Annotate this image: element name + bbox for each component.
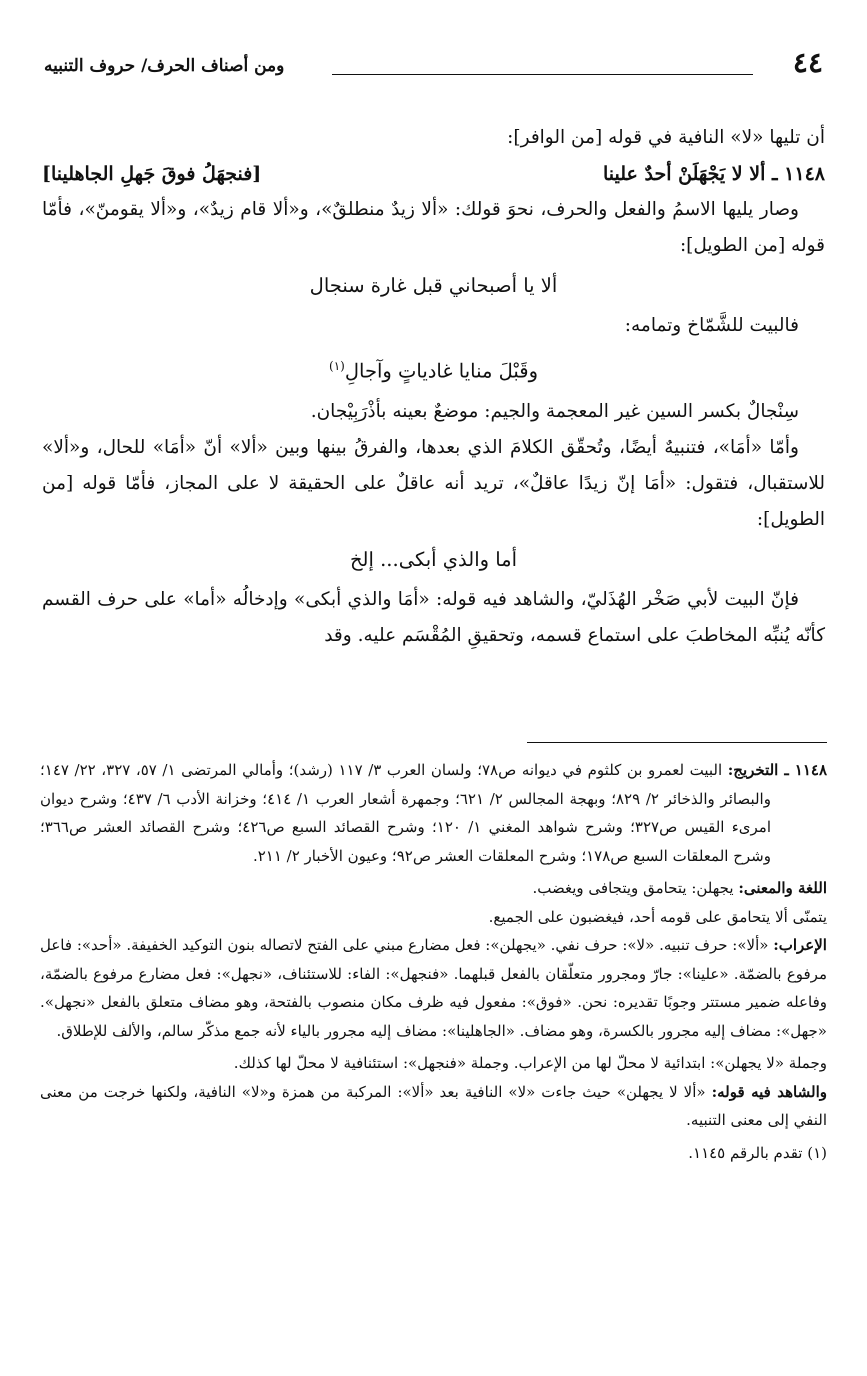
verse-a: ألا يا أصبحاني قبل غارة سنجال	[309, 274, 558, 297]
verse-1148-first-hemistich: ١١٤٨ ـ ألا لا يَجْهَلَنْ أحدٌ علينا	[603, 163, 825, 185]
verse-1148-second-hemistich: [فنجهَلُ فوقَ جَهلِ الجاهلينا]	[42, 163, 262, 185]
note-shahid: والشاهد فيه قوله: «ألا لا يجهلن» حيث جاءت «لا» النافية بعد «ألا»: المركبة من همزة و«لا» النافية، ولكنها خرجت من معنى النفي إلى معنى التنبيه.	[40, 1082, 827, 1129]
running-title: ومن أصناف الحرف/ حروف التنبيه	[44, 56, 285, 76]
page-header	[40, 40, 827, 80]
verse-1148	[42, 156, 825, 192]
note-jumla: وجملة «لا يجهلن»: ابتدائية لا محلّ لها من الإعراب. وجملة «فنجهل»: استئنافية لا محلّ لها كذلك.	[233, 1054, 827, 1072]
note-takhrij: ١١٤٨ ـ التخريج: البيت لعمرو بن كلثوم في ديوانه ص٧٨؛ ولسان العرب ٣/ ١١٧ (رشد)؛ وأمالي المرتضى ١/ ٥٧، ٣٢٧، ٢٢/ ١٤٧؛ والبصائر والذخائر ٢/ ٨٢٩؛ وبهجة المجالس ٢/ ٦٢١؛ وجمهرة أشعار العرب ١/ ٤١٤؛ وخزانة الأدب ٦/ ٤٣٧؛ وشرح ديوان امرىء القيس ص٣٢٧؛ وشرح شواهد المغني ١/ ١٢٠؛ وشرح القصائد السبع ص٤٢٦؛ وشرح القصائد العشر ص٣٦٦؛ وشرح المعلقات السبع ص١٧٨؛ وشرح المعلقات العشر ص٩٢؛ وعيون الأخبار ٢/ ٢١١.	[40, 761, 828, 865]
paragraph-4: سِنْجالٌ بكسر السين غير المعجمة والجيم: موضعٌ بعينه بأذْرَبِيْجان.	[310, 400, 799, 422]
verse-b: وقَبْلَ منايا غادياتٍ وآجالِ$^{(١)}$	[329, 359, 538, 383]
main-text	[42, 120, 825, 654]
header-rule	[332, 74, 753, 75]
verse-number: ١١٤٨ ـ	[771, 163, 825, 185]
verse-c: أما والذي أبكى... إلخ	[349, 547, 518, 571]
note-maana: يتمنّى ألا يتحامق على قومه أحد، فيغضبون على الجميع.	[488, 907, 827, 926]
footnote-marker: (١)	[329, 359, 345, 373]
note-lugha: اللغة والمعنى: يجهلن: يتحامق ويتجافى ويغضب.	[532, 879, 827, 897]
page-number: ٤٤	[792, 46, 823, 79]
note-irab: الإعراب: «ألا»: حرف تنبيه. «لا»: حرف نفي. «يجهلن»: فعل مضارع مبني على الفتح لاتصاله بنون التوكيد الخفيفة. «أحد»: فاعل مرفوع بالضمّة. «علينا»: جارّ ومجرور متعلّقان بالفعل قبلهما. «فنجهل»: الفاء: للاستئناف، «نجهل»: فعل مضارع مرفوع بالضمّة، وفاعله ضمير مستتر وجوبًا تقديره: نحن. «فوق»: مفعول فيه ظرف مكان منصوب بالفتحة، وهو مضاف متعلق بالفعل «نجهل». «جهل»: مضاف إليه مجرور بالكسرة، وهو مضاف. «الجاهلينا»: مضاف إليه مجرور بالياء لأنه جمع مذكّر سالم، والألف للإطلاق.	[40, 936, 827, 1040]
book-page	[40, 40, 827, 1356]
footnotes	[40, 756, 827, 1167]
paragraph-3: فالبيت للشَّمّاخ وتمامه:	[624, 315, 799, 336]
paragraph-2: وصار يليها الاسمُ والفعل والحرف، نحوَ قولك: «ألا زيدٌ منطلقٌ»، و«ألا قام زيدٌ»، و«ألا يقومنّ»، فأمّا قوله [من الطويل]:	[42, 199, 825, 256]
footnote-1: (١) تقدم بالرقم ١١٤٥.	[688, 1143, 827, 1162]
paragraph-6: فإنّ البيت لأبي صَخْر الهُذَليّ، والشاهد فيه قوله: «أمَا والذي أبكى» وإدخالُه «أما» على حرف القسم كأنّه يُنبِّه المخاطبَ على استماع قسمه، وتحقيقِ المُقْسَم عليه. وقد	[42, 588, 825, 646]
footnote-divider	[527, 742, 827, 743]
paragraph-1: أن تليها «لا» النافية في قوله [من الوافر]:	[507, 127, 825, 148]
paragraph-5: وأمّا «أمَا»، فتنبيهٌ أيضًا، وتُحقّق الكلامَ الذي بعدها، والفرقُ بينها وبين «ألا» أنّ «أمَا» للحال، و«ألا» للاستقبال، فتقول: «أمَا إنّ زيدًا عاقلٌ»، تريد أنه عاقلٌ على الحقيقة لا على المجاز، فأمّا قوله [من الطويل]:	[42, 436, 825, 530]
